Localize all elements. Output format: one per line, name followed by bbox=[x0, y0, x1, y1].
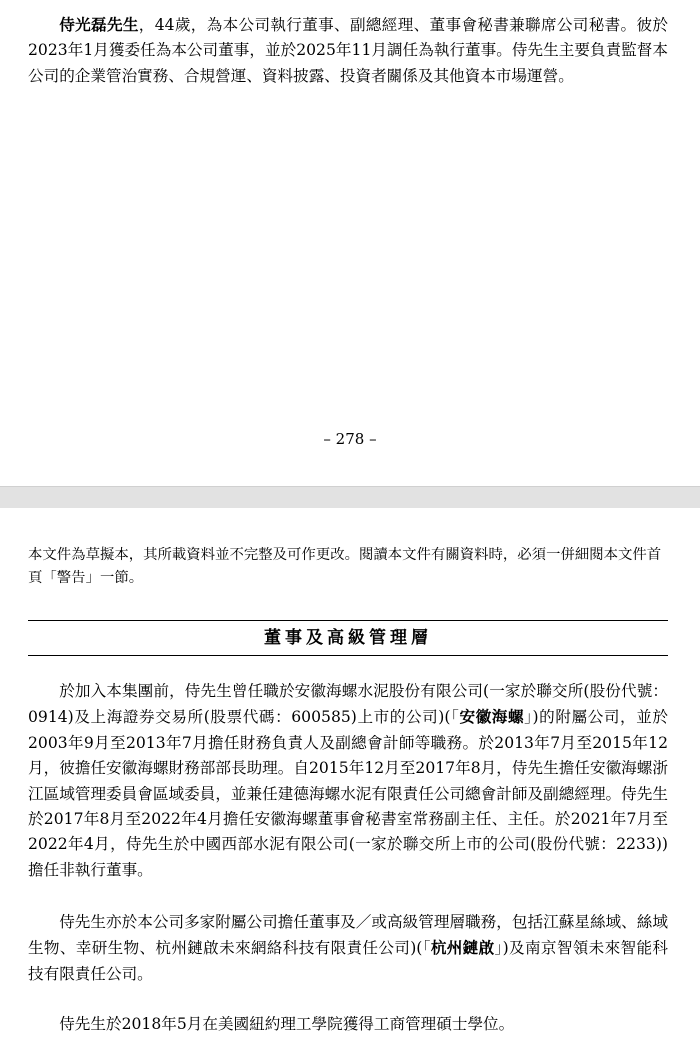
page-separator bbox=[0, 486, 700, 510]
career-text-2: 」)的附屬公司，並於2003年9月至2013年7月擔任財務負責人及副總會計師等職務。於2013年7月至2015年12月，彼擔任安徽海螺財務部部長助理。自2015年12月至2017年8月，侍先生擔任安徽海螺浙江區域管理委員會區域委員，並兼任建德海螺水泥有限責任公司總會計師及副總經理。侍先生於2017年8月至2022年4月擔任安徽海螺董事會秘書室常務副主任、主任。於2021年7月至2022年4月，侍先生於中國西部水泥有限公司(一家於聯交所上市的公司(股份代號：2233))擔任非執行董事。 bbox=[28, 708, 668, 879]
bio-text: ，44歲，為本公司執行董事、副總經理、董事會秘書兼聯席公司秘書。彼於2023年1月獲委任為本公司董事，並於2025年11月調任為執行董事。侍先生主要負責監督本公司的企業管治實務、合規營運、資料披露、投資者關係及其他資本市場運營。 bbox=[28, 16, 668, 85]
career-text-1: 於加入本集團前，侍先生曾任職於安徽海螺水泥股份有限公司(一家於聯交所(股份代號：0914)及上海證券交易所(股票代碼：600585)上市的公司)(「 bbox=[28, 682, 668, 727]
page-number: – 278 – bbox=[323, 430, 377, 448]
bio-paragraph bbox=[28, 12, 668, 89]
subsidiaries-text-2: 」)及南京智領未來智能科技有限責任公司。 bbox=[28, 939, 668, 983]
section-heading bbox=[28, 620, 668, 656]
draft-notice: 本文件為草擬本，其所載資料並不完整及可作更改。閱讀本文件有關資料時，必須一併細閱本文件首頁「警告」一節。 bbox=[28, 547, 662, 586]
defined-term-anhui-conch: 安徽海螺 bbox=[459, 707, 525, 727]
education-paragraph: 侍先生於2018年5月在美國紐約理工學院獲得工商管理碩士學位。 bbox=[59, 1015, 515, 1033]
subsidiaries-text-1: 侍先生亦於本公司多家附屬公司擔任董事及／或高級管理層職務，包括江蘇星絲域、絲域生物、幸研生物、杭州鏈啟未來網絡科技有限責任公司)(「 bbox=[28, 913, 668, 958]
defined-term-hangzhou-lianqi: 杭州鏈啟 bbox=[430, 938, 495, 958]
document-page-top bbox=[0, 0, 700, 486]
bio-name: 侍光磊先生 bbox=[59, 15, 139, 34]
subsidiaries-paragraph bbox=[28, 910, 668, 987]
section-title: 董事及高級管理層 bbox=[264, 628, 432, 648]
career-paragraph bbox=[28, 679, 668, 883]
